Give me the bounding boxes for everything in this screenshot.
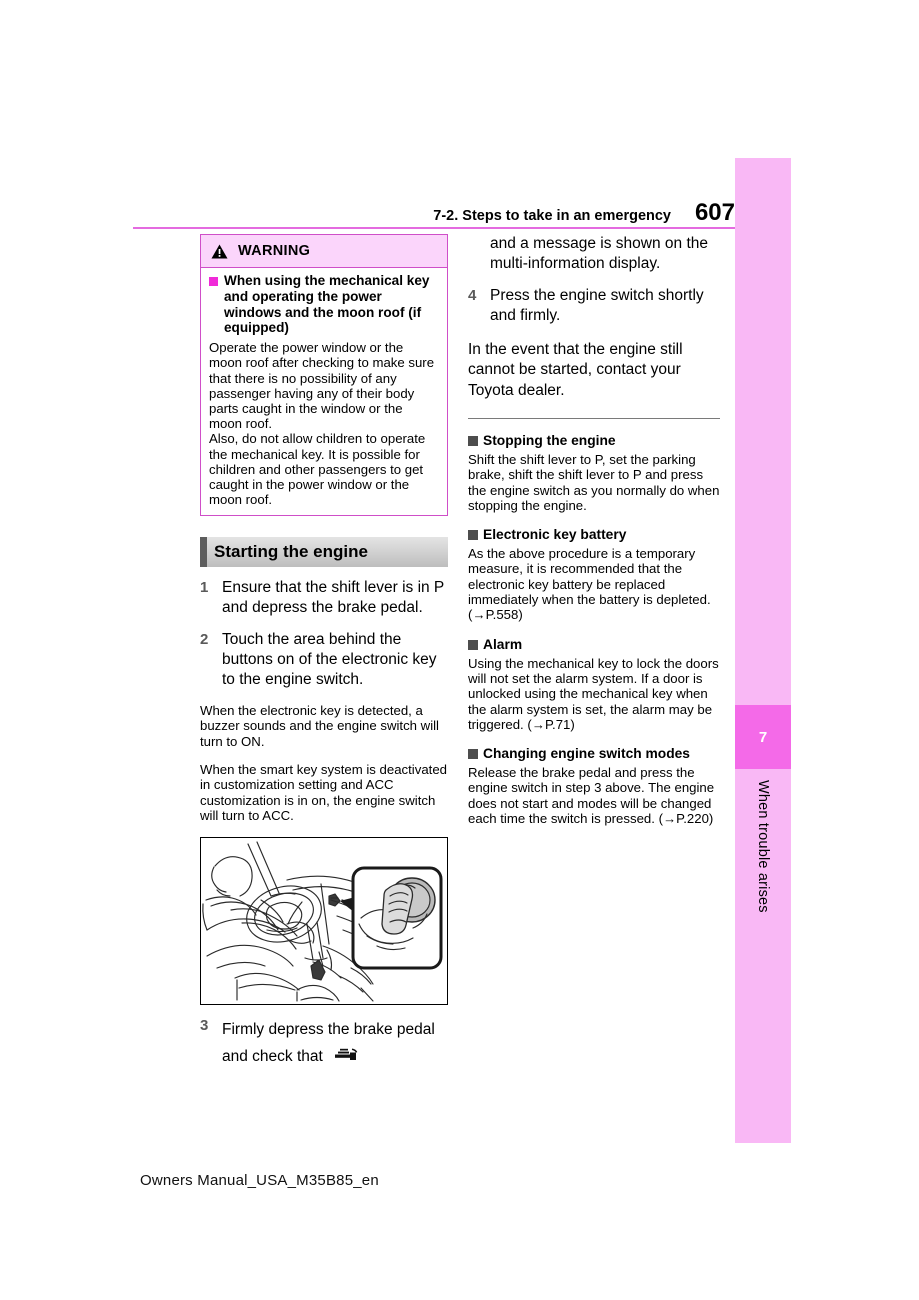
step-1-text: Ensure that the shift lever is in P and depress the brake pedal. xyxy=(222,578,444,617)
step-3-text: Firmly depress the brake pedal and check that xyxy=(222,1021,435,1066)
note-paragraph-2: When the smart key system is deactivated in customization setting and ACC customization is in on, the engine switch will turn to ACC. xyxy=(200,762,447,823)
continuation-text: and a message is shown on the multi-information display. xyxy=(490,235,708,273)
subsection-heading-text: Changing engine switch modes xyxy=(483,746,690,762)
header-section-title: 7-2. Steps to take in an emergency xyxy=(433,207,671,224)
continuation-spacer xyxy=(468,234,490,275)
page-header xyxy=(133,195,735,225)
warning-paragraph-2: Also, do not allow children to operate the mechanical key. It is possible for children and other passengers to get caught in the power window or the moon roof. xyxy=(209,431,426,508)
chapter-label xyxy=(735,780,791,1030)
warning-subheading-text: When using the mechanical key and operating the power windows and the moon roof (if equipped) xyxy=(224,273,430,336)
subsection-body-changing-engine-switch-modes: Release the brake pedal and press the engine switch in step 3 above. The engine does not start and modes will be changed each time the switch is pressed. (→P.220) xyxy=(468,764,715,826)
step-1 xyxy=(200,578,448,619)
section-heading-bar xyxy=(200,537,448,567)
step-2 xyxy=(200,630,448,691)
warning-title: WARNING xyxy=(238,243,311,259)
chapter-label-text: When trouble arises xyxy=(755,780,771,913)
electronic-key-indicator-icon xyxy=(333,1046,359,1073)
note-paragraph-1: When the electronic key is detected, a buzzer sounds and the engine switch will turn to ON. xyxy=(200,702,439,749)
right-column xyxy=(468,234,720,826)
warning-paragraph-1: Operate the power window or the moon roof after checking to make sure that there is no possibility of any passenger having any of their body parts caught in the window or the moon roof. xyxy=(209,340,435,432)
page-number: 607 xyxy=(694,199,735,226)
subsection-heading-text: Electronic key battery xyxy=(483,527,627,543)
warning-subheading xyxy=(209,273,439,336)
subsection-body-stopping-the-engine: Shift the shift lever to P, set the parking brake, shift the shift lever to P and press the engine switch as you normally do when stopping the engine. xyxy=(468,452,720,513)
subsection-heading-text: Stopping the engine xyxy=(483,433,616,449)
step-3-text-wrapper xyxy=(222,1016,448,1073)
warning-box xyxy=(200,234,448,516)
car-interior-electronic-key-illustration xyxy=(200,837,448,1005)
step-4-number: 4 xyxy=(468,286,477,304)
subsection-body-electronic-key-battery: As the above procedure is a temporary measure, it is recommended that the electronic key battery be replaced immediately when the battery is depleted. (→P.558) xyxy=(468,546,711,623)
subsection-bullet-square-icon xyxy=(468,436,478,446)
continuation-block xyxy=(468,234,720,275)
after-steps-paragraph: In the event that the engine still cannot be started, contact your Toyota dealer. xyxy=(468,340,683,399)
step-2-text: Touch the area behind the buttons on of the electronic key to the engine switch. xyxy=(222,630,437,689)
subsection-heading-stopping-the-engine xyxy=(468,433,720,449)
subsection-body-alarm: Using the mechanical key to lock the doors will not set the alarm system. If a door is unlocked using the mechanical key when the alarm system is set, the alarm may be triggered. (→P.71) xyxy=(468,655,719,732)
step-3-number: 3 xyxy=(200,1017,209,1035)
subsection-bullet-square-icon xyxy=(468,640,478,650)
step-4-text: Press the engine switch shortly and firmly. xyxy=(490,286,704,325)
chapter-number-badge xyxy=(735,705,791,769)
warning-triangle-icon xyxy=(211,244,228,259)
section-heading-text: Starting the engine xyxy=(214,541,368,561)
chapter-number-text: 7 xyxy=(758,728,768,746)
left-column xyxy=(200,234,448,1074)
warning-box-body xyxy=(201,268,447,515)
step-1-number: 1 xyxy=(200,578,209,596)
header-divider-rule xyxy=(133,227,735,229)
step-2-number: 2 xyxy=(200,630,209,648)
subsection-heading-alarm xyxy=(468,637,720,653)
step-3 xyxy=(200,1016,448,1073)
subsection-bullet-square-icon xyxy=(468,530,478,540)
subsection-bullet-square-icon xyxy=(468,749,478,759)
subsection-heading-changing-engine-switch-modes xyxy=(468,746,720,762)
subsection-heading-text: Alarm xyxy=(483,636,523,652)
section-divider-rule xyxy=(468,418,720,419)
warning-box-header xyxy=(201,235,447,268)
subsection-heading-electronic-key-battery xyxy=(468,527,720,543)
document-footer: Owners Manual_USA_M35B85_en xyxy=(140,1172,379,1189)
warning-bullet-square-icon xyxy=(209,277,218,286)
step-4 xyxy=(468,286,720,327)
